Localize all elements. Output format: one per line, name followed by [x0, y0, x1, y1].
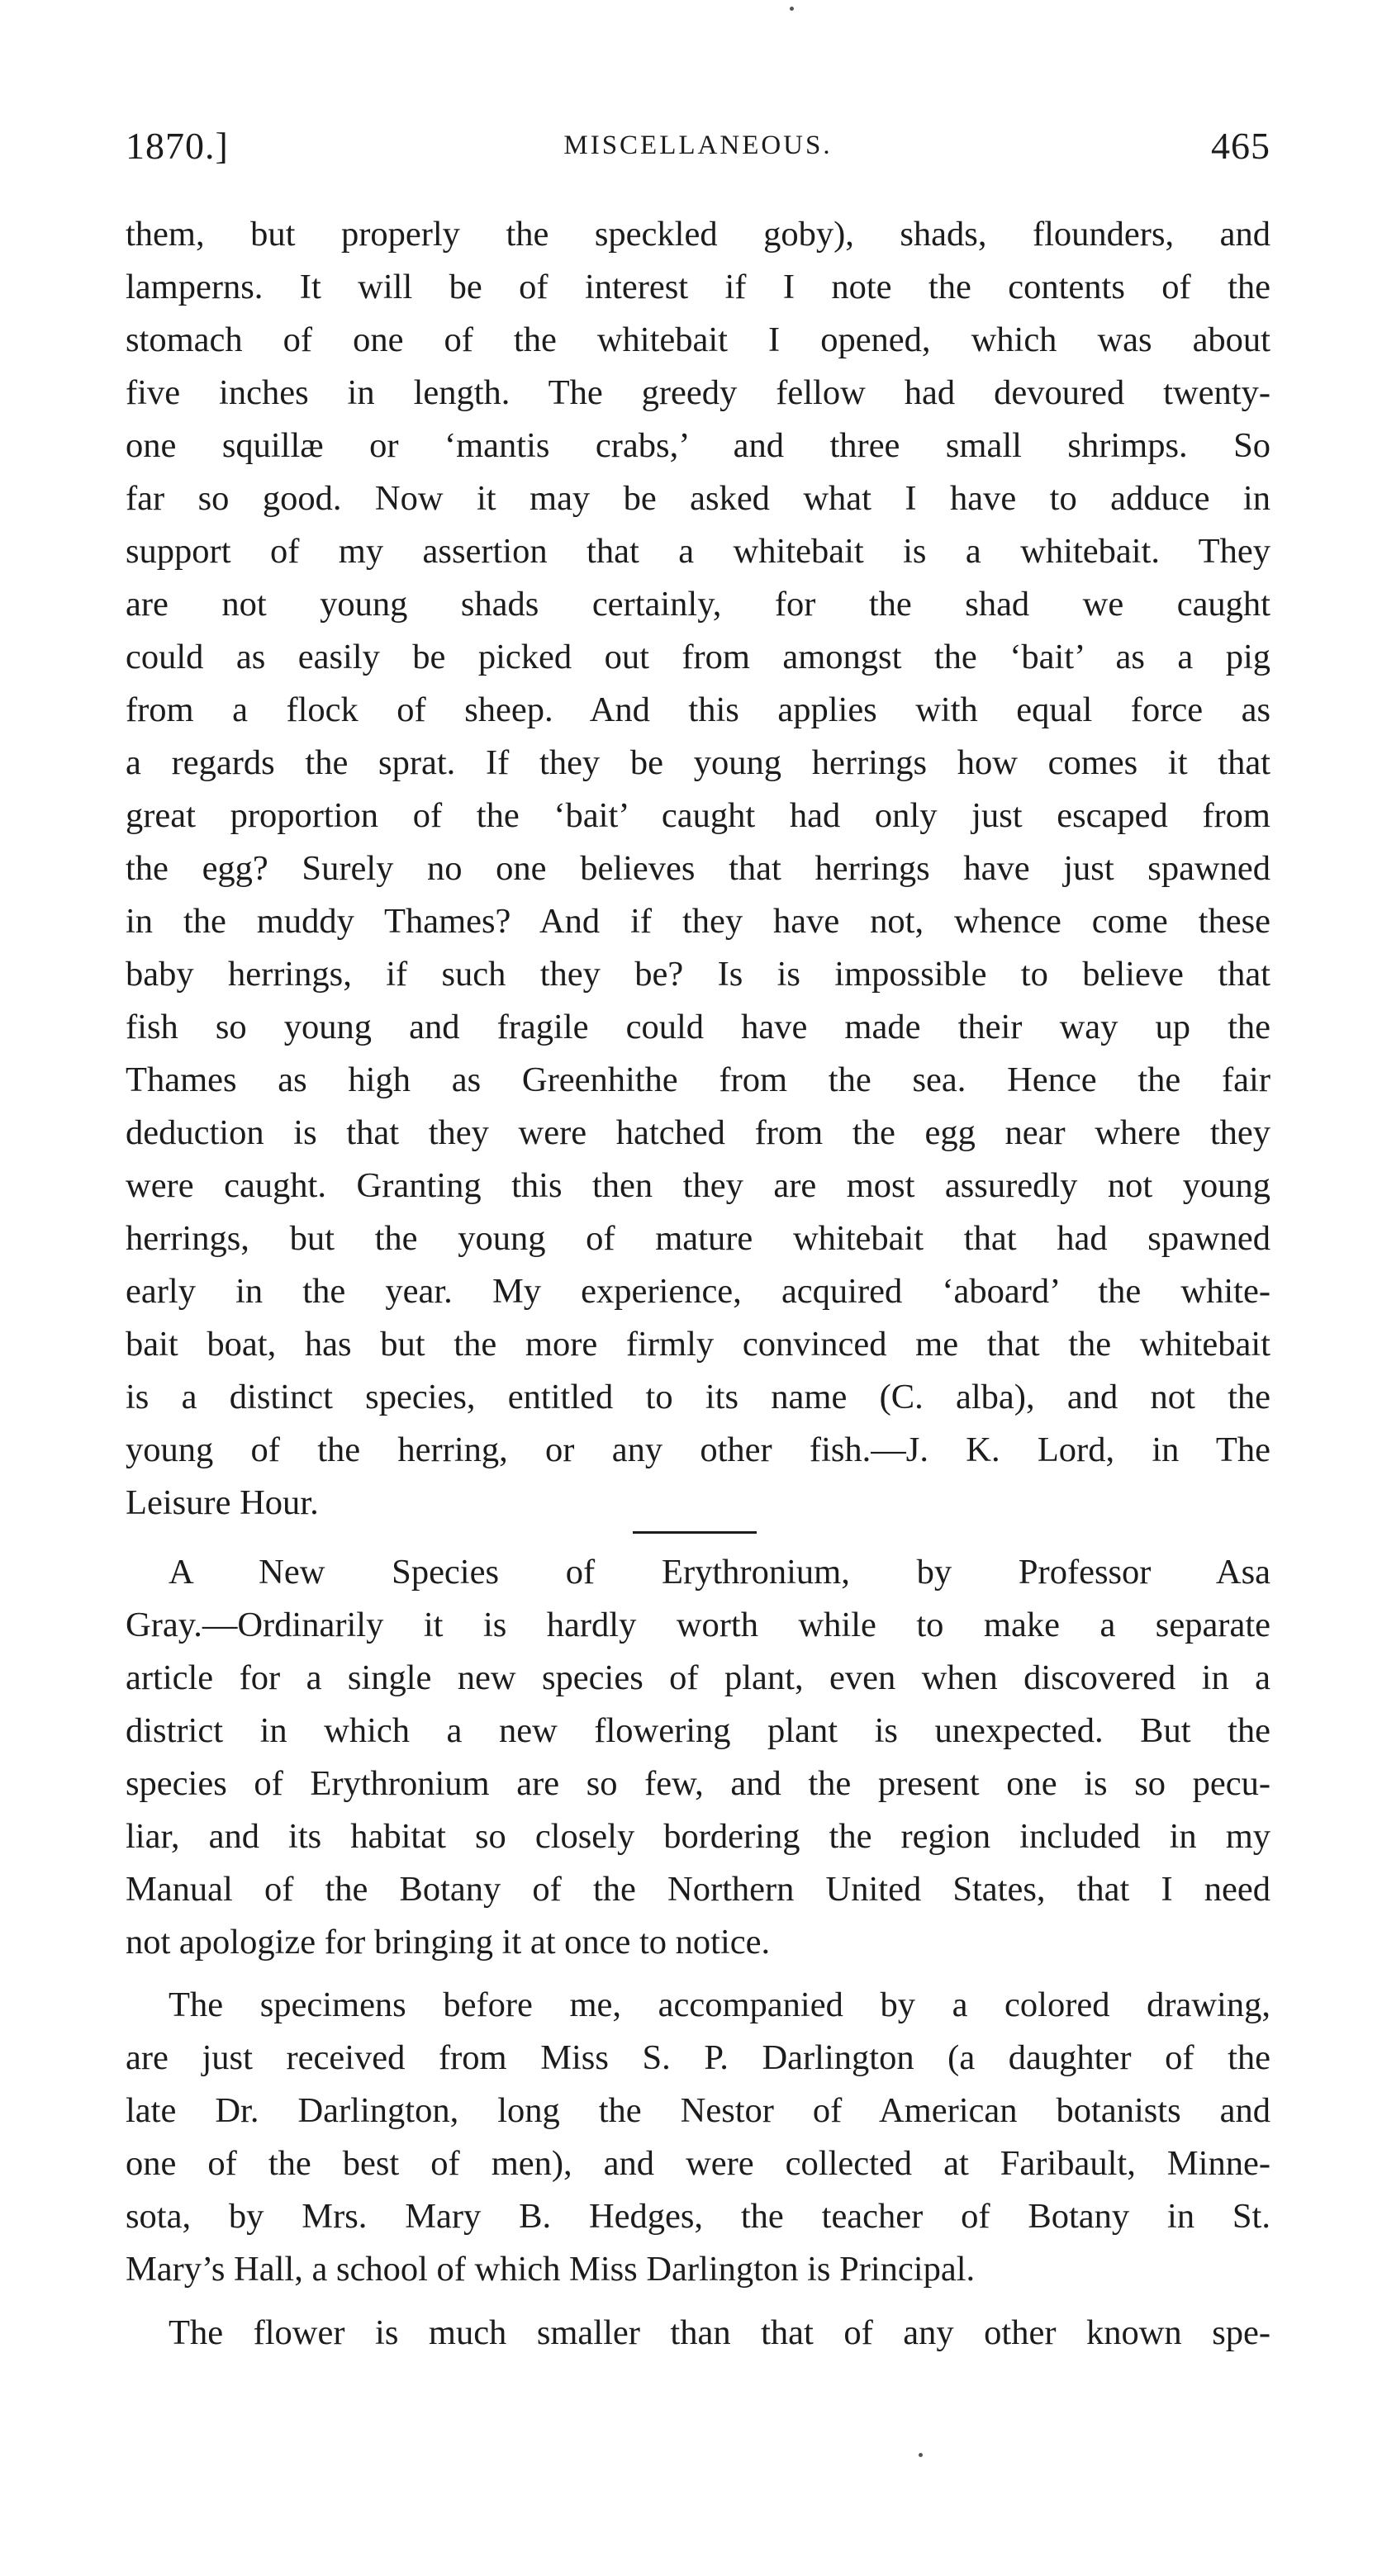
text-line: The specimens before me, accompanied by a colored drawing,	[169, 1985, 1270, 2024]
text-line: in the muddy Thames? And if they have not, whence come these	[126, 902, 1270, 941]
header-year: 1870.]	[126, 125, 229, 167]
text-line: Leisure Hour.	[126, 1483, 319, 1522]
flower-paragraph	[126, 2307, 1270, 2360]
text-line: Thames as high as Greenhithe from the sea. Hence the fair	[126, 1060, 1270, 1099]
running-header	[126, 124, 1270, 182]
text-line: five inches in length. The greedy fellow had devoured twenty-	[126, 373, 1270, 412]
text-line: a regards the sprat. If they be young herrings how comes it that	[126, 743, 1270, 782]
text-line: species of Erythronium are so few, and the present one is so pecu-	[126, 1764, 1270, 1803]
text-line: were caught. Granting this then they are most assuredly not young	[126, 1166, 1270, 1205]
text-line: The flower is much smaller than that of any other known spe-	[169, 2313, 1270, 2352]
text-line: article for a single new species of plant, even when discovered in a	[126, 1658, 1270, 1697]
text-line: them, but properly the speckled goby), shads, flounders, and	[126, 215, 1270, 254]
text-line: herrings, but the young of mature whitebait that had spawned	[126, 1219, 1270, 1258]
text-line: baby herrings, if such they be? Is is impossible to believe that	[126, 955, 1270, 994]
text-line: one of the best of men), and were collected at Faribault, Minne-	[126, 2144, 1270, 2183]
text-line: the egg? Surely no one believes that herrings have just spawned	[126, 849, 1270, 888]
text-line: district in which a new flowering plant is unexpected. But the	[126, 1711, 1270, 1750]
text-line: far so good. Now it may be asked what I have to adduce in	[126, 479, 1270, 518]
print-speck	[790, 7, 794, 11]
text-line: sota, by Mrs. Mary B. Hedges, the teacher of Botany in St.	[126, 2197, 1270, 2236]
text-line: stomach of one of the whitebait I opened, which was about	[126, 320, 1270, 359]
text-line: are just received from Miss S. P. Darlington (a daughter of the	[126, 2038, 1270, 2077]
text-line: A New Species of Erythronium, by Professor Asa	[169, 1553, 1270, 1592]
print-speck	[919, 2453, 923, 2457]
text-line: late Dr. Darlington, long the Nestor of American botanists and	[126, 2091, 1270, 2130]
text-line: lamperns. It will be of interest if I note the contents of the	[126, 268, 1270, 306]
text-line: early in the year. My experience, acquired ‘aboard’ the white-	[126, 1272, 1270, 1311]
erythronium-article	[126, 1546, 1270, 1969]
text-line: Gray.—Ordinarily it is hardly worth while to make a separate	[126, 1606, 1270, 1644]
text-line: support of my assertion that a whitebait is a whitebait. They	[126, 532, 1270, 571]
specimens-paragraph	[126, 1979, 1270, 2296]
text-line: great proportion of the ‘bait’ caught had only just escaped from	[126, 796, 1270, 835]
whitebait-article	[126, 208, 1270, 1530]
page-number: 465	[1211, 125, 1270, 167]
header-section-title: MISCELLANEOUS.	[563, 130, 833, 160]
text-line: young of the herring, or any other fish.—J. K. Lord, in The	[126, 1430, 1270, 1469]
text-line: fish so young and fragile could have made their way up the	[126, 1008, 1270, 1046]
section-divider	[633, 1531, 757, 1534]
text-line: Manual of the Botany of the Northern United States, that I need	[126, 1870, 1270, 1909]
text-line: from a flock of sheep. And this applies with equal force as	[126, 690, 1270, 729]
text-line: is a distinct species, entitled to its name (C. alba), and not the	[126, 1378, 1270, 1416]
text-line: Mary’s Hall, a school of which Miss Darlington is Principal.	[126, 2250, 976, 2289]
text-line: liar, and its habitat so closely bordering the region included in my	[126, 1817, 1270, 1856]
text-line: bait boat, has but the more firmly convinced me that the whitebait	[126, 1325, 1270, 1364]
text-line: one squillæ or ‘mantis crabs,’ and three small shrimps. So	[126, 426, 1270, 465]
text-line: not apologize for bringing it at once to notice.	[126, 1923, 771, 1962]
text-line: could as easily be picked out from amongst the ‘bait’ as a pig	[126, 638, 1270, 676]
text-line: are not young shads certainly, for the shad we caught	[126, 585, 1270, 624]
text-line: deduction is that they were hatched from the egg near where they	[126, 1113, 1270, 1152]
